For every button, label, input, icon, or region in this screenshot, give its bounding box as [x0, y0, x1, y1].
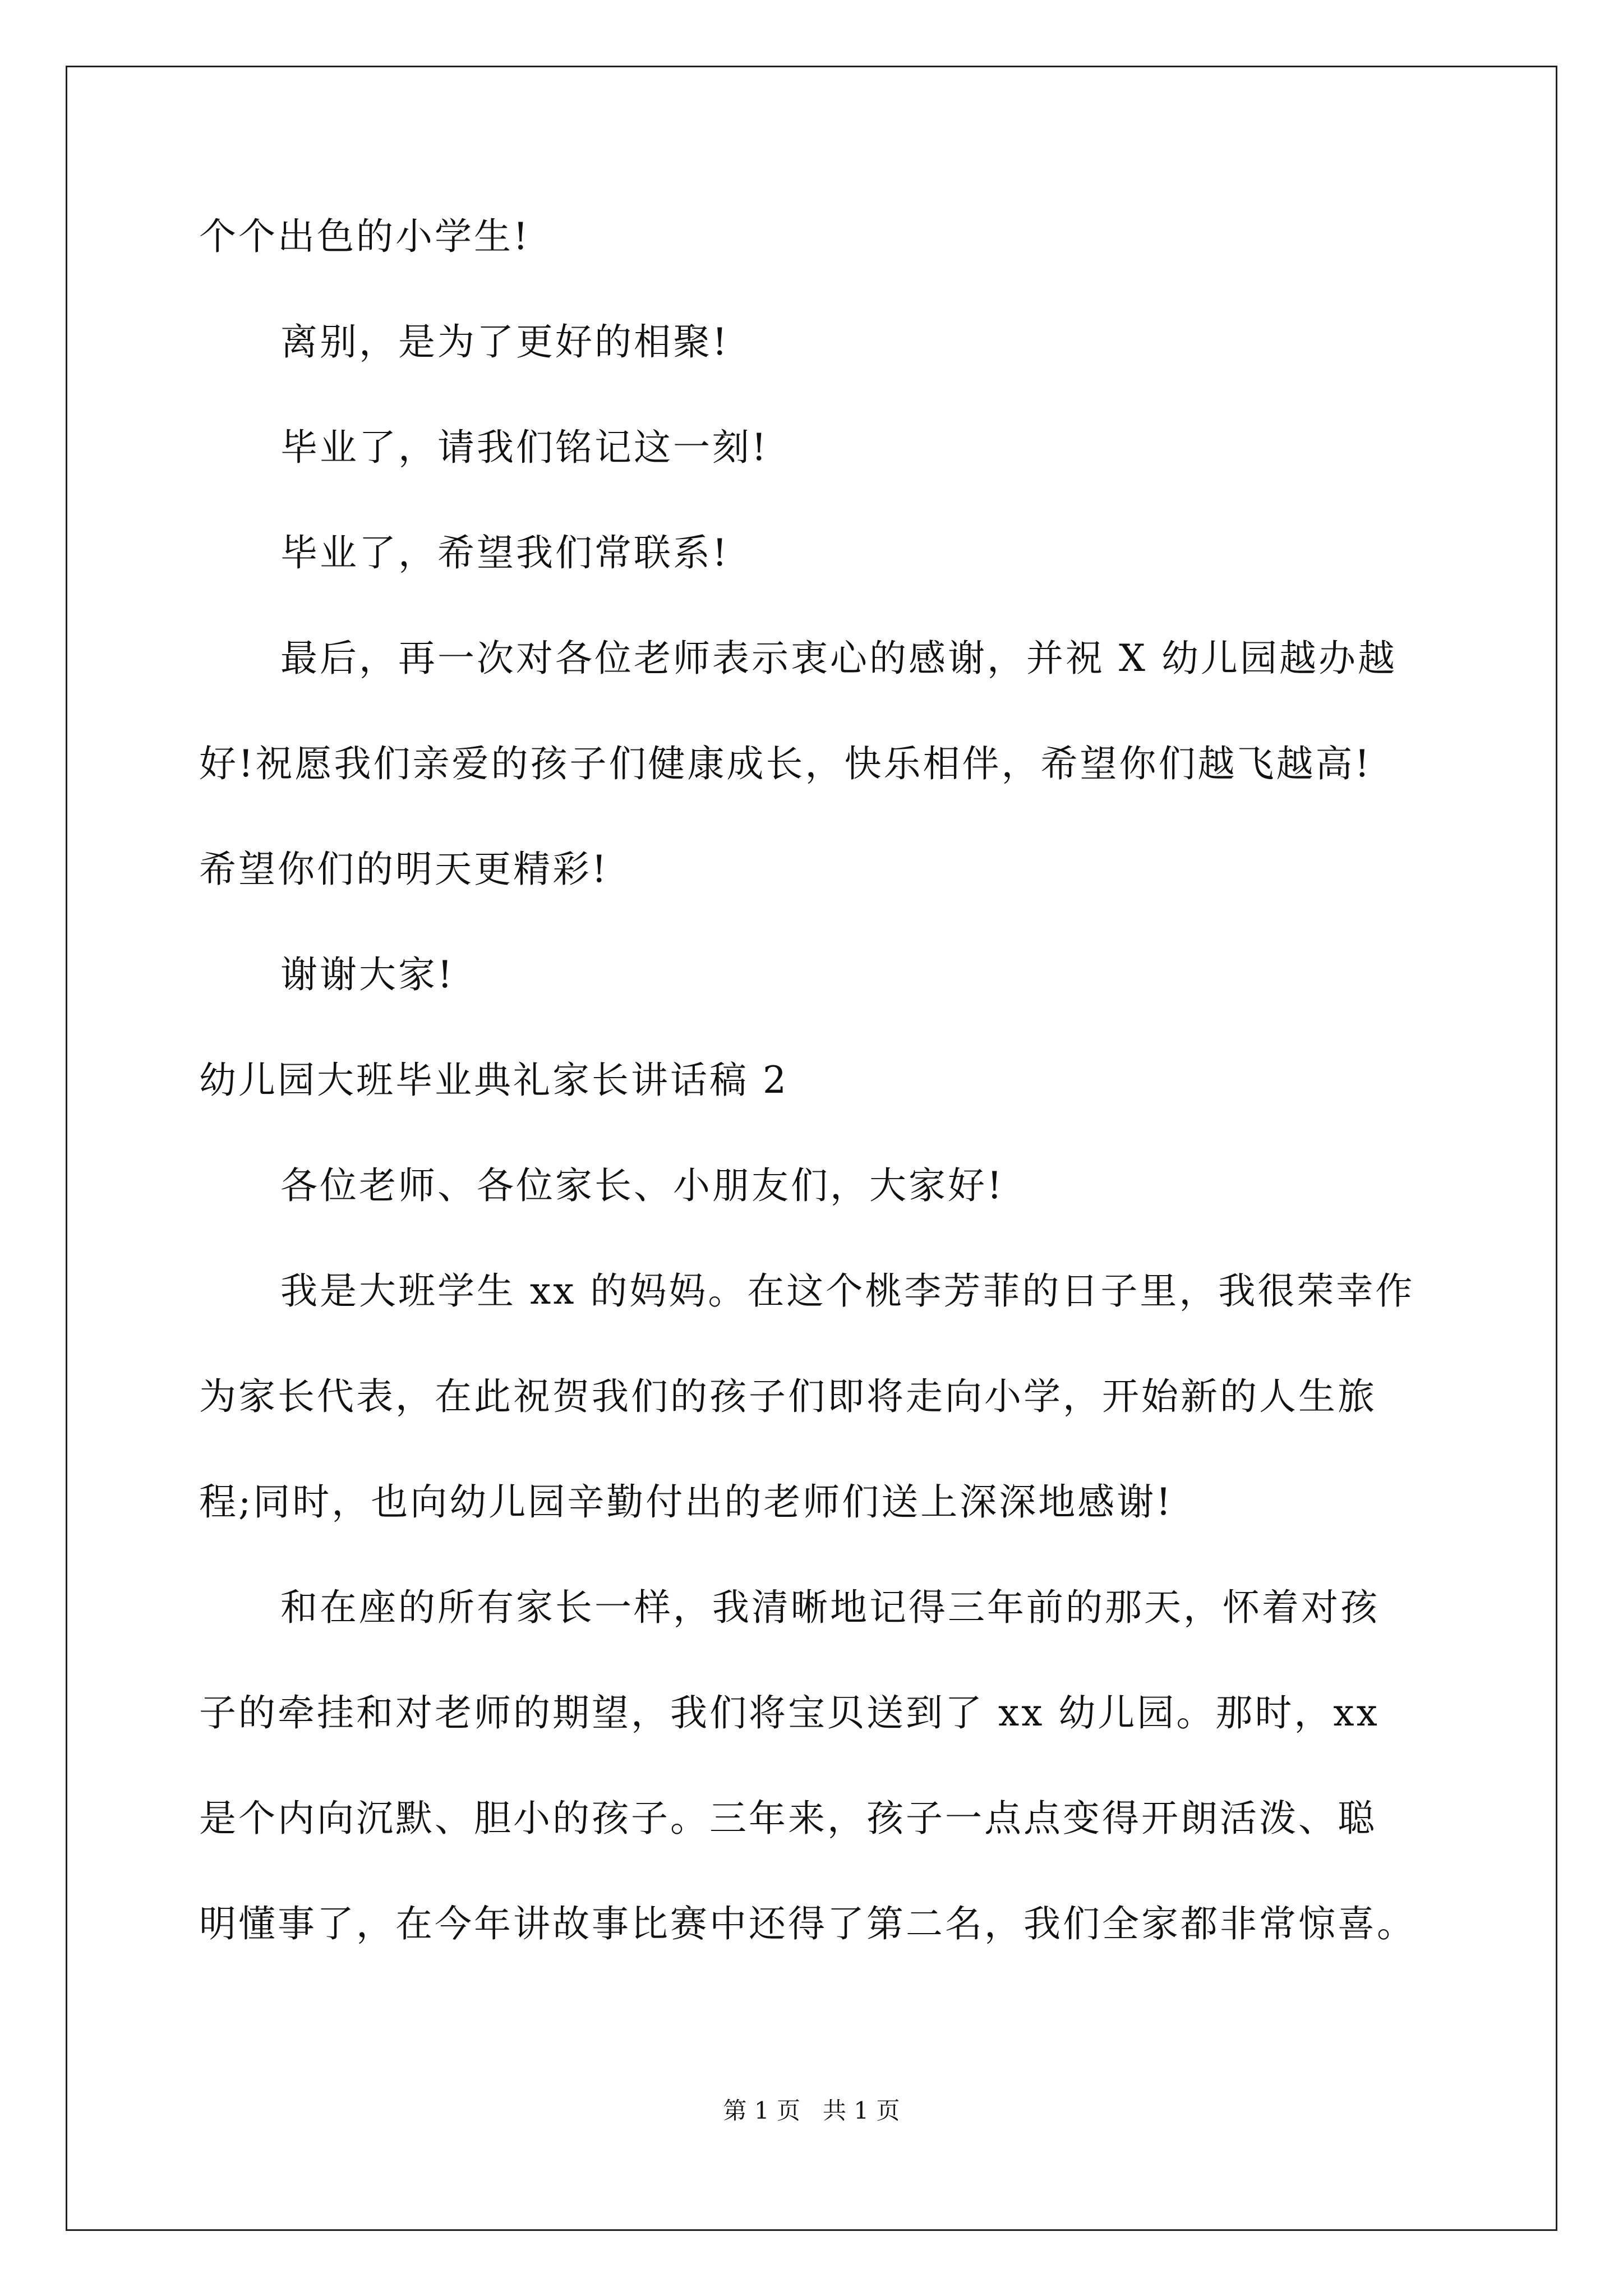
page-number: 第 1 页 共 1 页: [723, 2097, 900, 2124]
text-line: 我是大班学生 xx 的妈妈。在这个桃李芳菲的日子里，我很荣幸作: [280, 1269, 1415, 1313]
text-line: 明懂事了，在今年讲故事比赛中还得了第二名，我们全家都非常惊喜。: [199, 1902, 1416, 1945]
text-line: 和在座的所有家长一样，我清晰地记得三年前的那天，怀着对孩: [280, 1586, 1380, 1629]
section-heading: 幼儿园大班毕业典礼家长讲话稿 2: [199, 1059, 789, 1102]
text-line: 希望你们的明天更精彩!: [199, 848, 609, 891]
text-line: 各位老师、各位家长、小朋友们，大家好!: [280, 1164, 1004, 1207]
text-line: 离别，是为了更好的相聚!: [280, 320, 730, 364]
text-line: 程;同时，也向幼儿园辛勤付出的老师们送上深深地感谢!: [199, 1480, 1173, 1524]
text-line: 好!祝愿我们亲爱的孩子们健康成长，快乐相伴，希望你们越飞越高!: [199, 742, 1372, 785]
text-line: 为家长代表，在此祝贺我们的孩子们即将走向小学，开始新的人生旅: [199, 1375, 1377, 1418]
text-line: 最后，再一次对各位老师表示衷心的感谢，并祝 X 幼儿园越办越: [280, 637, 1397, 680]
text-line: 子的牵挂和对老师的期望，我们将宝贝送到了 xx 幼儿园。那时，xx: [199, 1691, 1380, 1734]
text-line: 是个内向沉默、胆小的孩子。三年来，孩子一点点变得开朗活泼、聪: [199, 1797, 1377, 1840]
text-line: 个个出色的小学生!: [199, 215, 531, 258]
text-line: 毕业了，希望我们常联系!: [280, 531, 730, 574]
text-line: 毕业了，请我们铭记这一刻!: [280, 426, 769, 469]
text-line: 谢谢大家!: [280, 953, 455, 996]
